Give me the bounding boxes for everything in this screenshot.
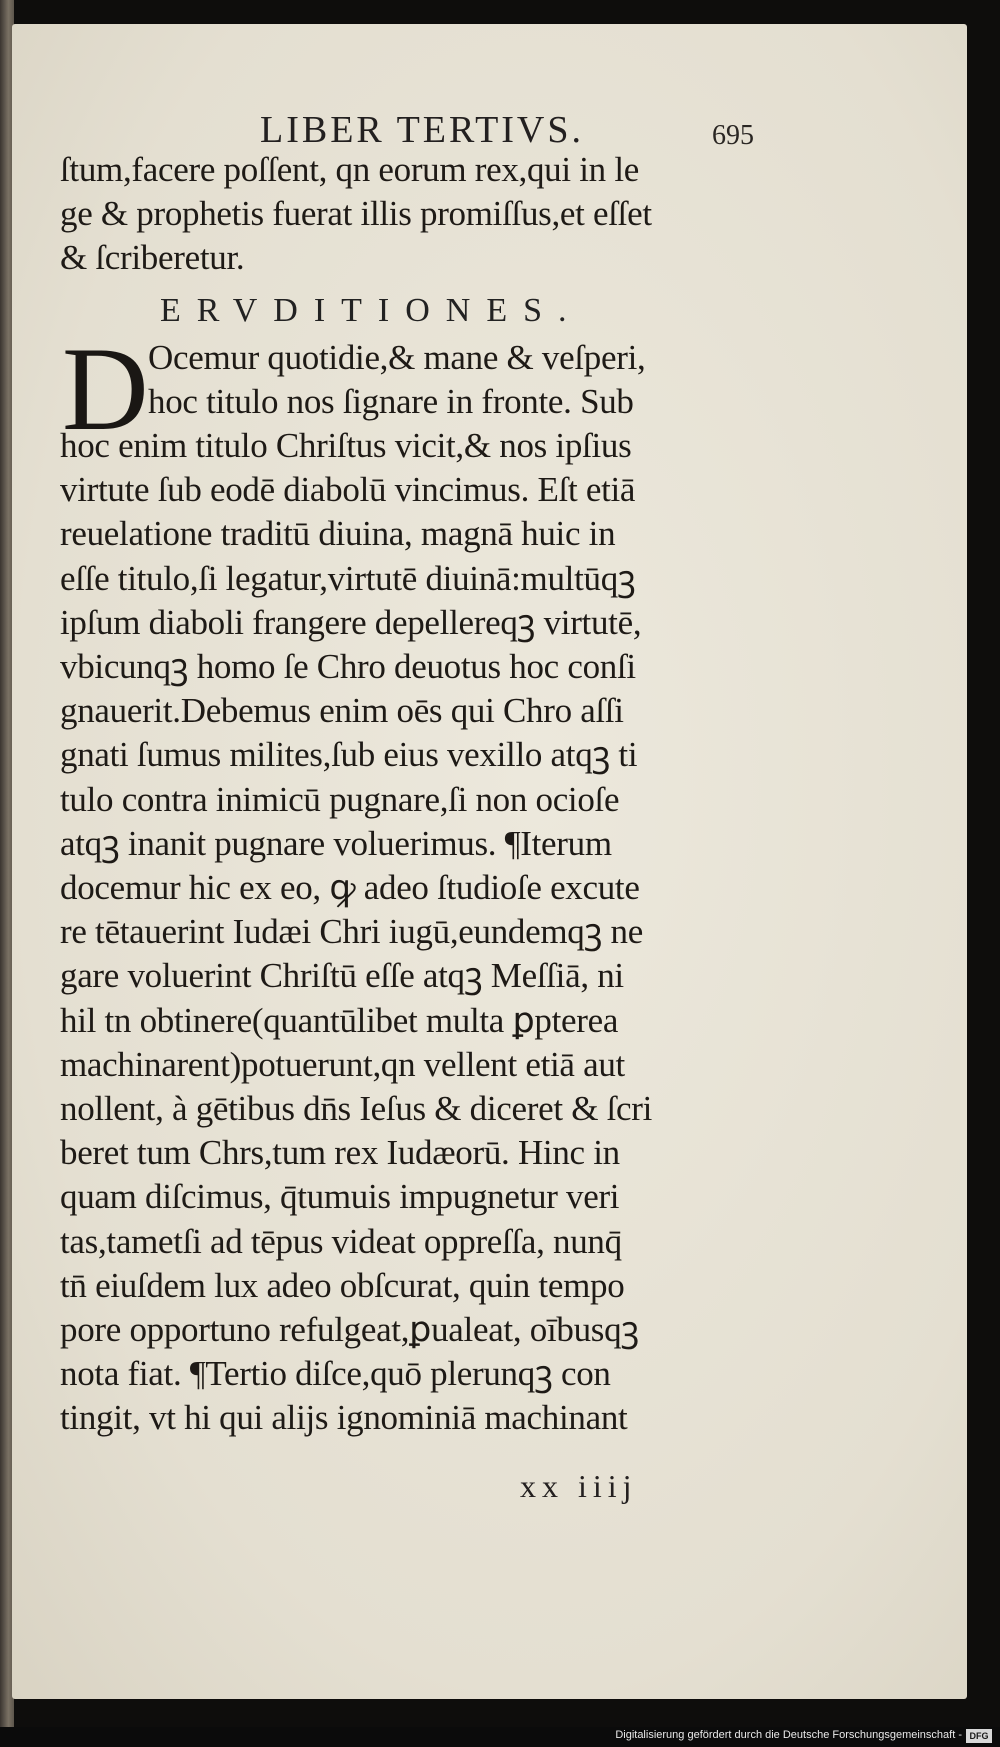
text-line: quam diſcimus, q̄tumuis impugnetur veri <box>60 1177 620 1217</box>
text-line: tingit, vt hi qui alijs ignominiā machinant <box>60 1398 628 1438</box>
text-line: pore opportuno refulgeat,ꝑualeat, oībusqꝫ <box>60 1310 639 1349</box>
text-line: hoc titulo nos ſignare in fronte. Sub <box>148 382 634 421</box>
text-line: reuelatione traditū diuina, magnā huic in <box>60 514 616 554</box>
text-line: tulo contra inimicū pugnare,ſi non ocioſe <box>60 779 620 819</box>
text-line: hil tn obtinere(quantūlibet multa ꝑpterea <box>60 1000 619 1040</box>
text-line: ſtum,facere poſſent, qn eorum rex,qui in le <box>60 150 639 189</box>
text-line: hoc enim titulo Chriſtus vicit,& nos ipſius <box>60 426 632 465</box>
text-line: gnati ſumus milites,ſub eius vexillo atqꝫ ti <box>60 735 638 775</box>
text-line: nota fiat. ¶Tertio diſce,quō plerunqꝫ con <box>60 1354 611 1394</box>
running-head: LIBER TERTIVS. <box>260 109 585 151</box>
text-line: re tētauerint Iudæi Chri iugū,eundemqꝫ ne <box>60 912 643 952</box>
section-heading: ERVDITIONES. <box>160 292 583 329</box>
folio-number: 695 <box>712 120 754 151</box>
text-line: tas,tametſi ad tēpus videat oppreſſa, nunq̄ <box>60 1221 622 1261</box>
signature-mark: xx iiij <box>520 1468 638 1504</box>
text-line: & ſcriberetur. <box>60 238 245 277</box>
text-line: gnauerit.Debemus enim oēs qui Chro aſſi <box>60 691 624 731</box>
text-line: atqꝫ inanit pugnare voluerimus. ¶Iterum <box>60 823 612 863</box>
text-line: eſſe titulo,ſi legatur,virtutē diuinā:multūqꝫ <box>60 558 636 598</box>
text-line: ge & prophetis fuerat illis promiſſus,et eſſet <box>60 194 652 233</box>
text-line: docemur hic ex eo, ꝙ adeo ſtudioſe excute <box>60 868 640 907</box>
text-line: tn̄ eiuſdem lux adeo obſcurat, quin tempo <box>60 1265 625 1305</box>
text-line: beret tum Chrs,tum rex Iudæorū. Hinc in <box>60 1133 620 1173</box>
text-line: machinarent)potuerunt,qn vellent etiā aut <box>60 1044 625 1084</box>
dfg-logo: DFG <box>966 1729 992 1743</box>
text-line: gare voluerint Chriſtū eſſe atqꝫ Meſſiā, ni <box>60 956 624 996</box>
text-line: Ocemur quotidie,& mane & veſperi, <box>148 338 646 377</box>
text-line: vbicunqꝫ homo ſe Chro deuotus hoc conſi <box>60 647 636 686</box>
drop-cap: D <box>62 322 149 455</box>
text-line: ipſum diaboli frangere depellereqꝫ virtutē, <box>60 602 642 642</box>
text-line: nollent, à gētibus dn̄s Ieſus & diceret & ſcri <box>60 1089 653 1128</box>
text-line: virtute ſub eodē diabolū vincimus. Eſt etiā <box>60 470 636 510</box>
footer-credit: Digitalisierung gefördert durch die Deutsche Forschungsgemeinschaft - <box>615 1729 962 1741</box>
